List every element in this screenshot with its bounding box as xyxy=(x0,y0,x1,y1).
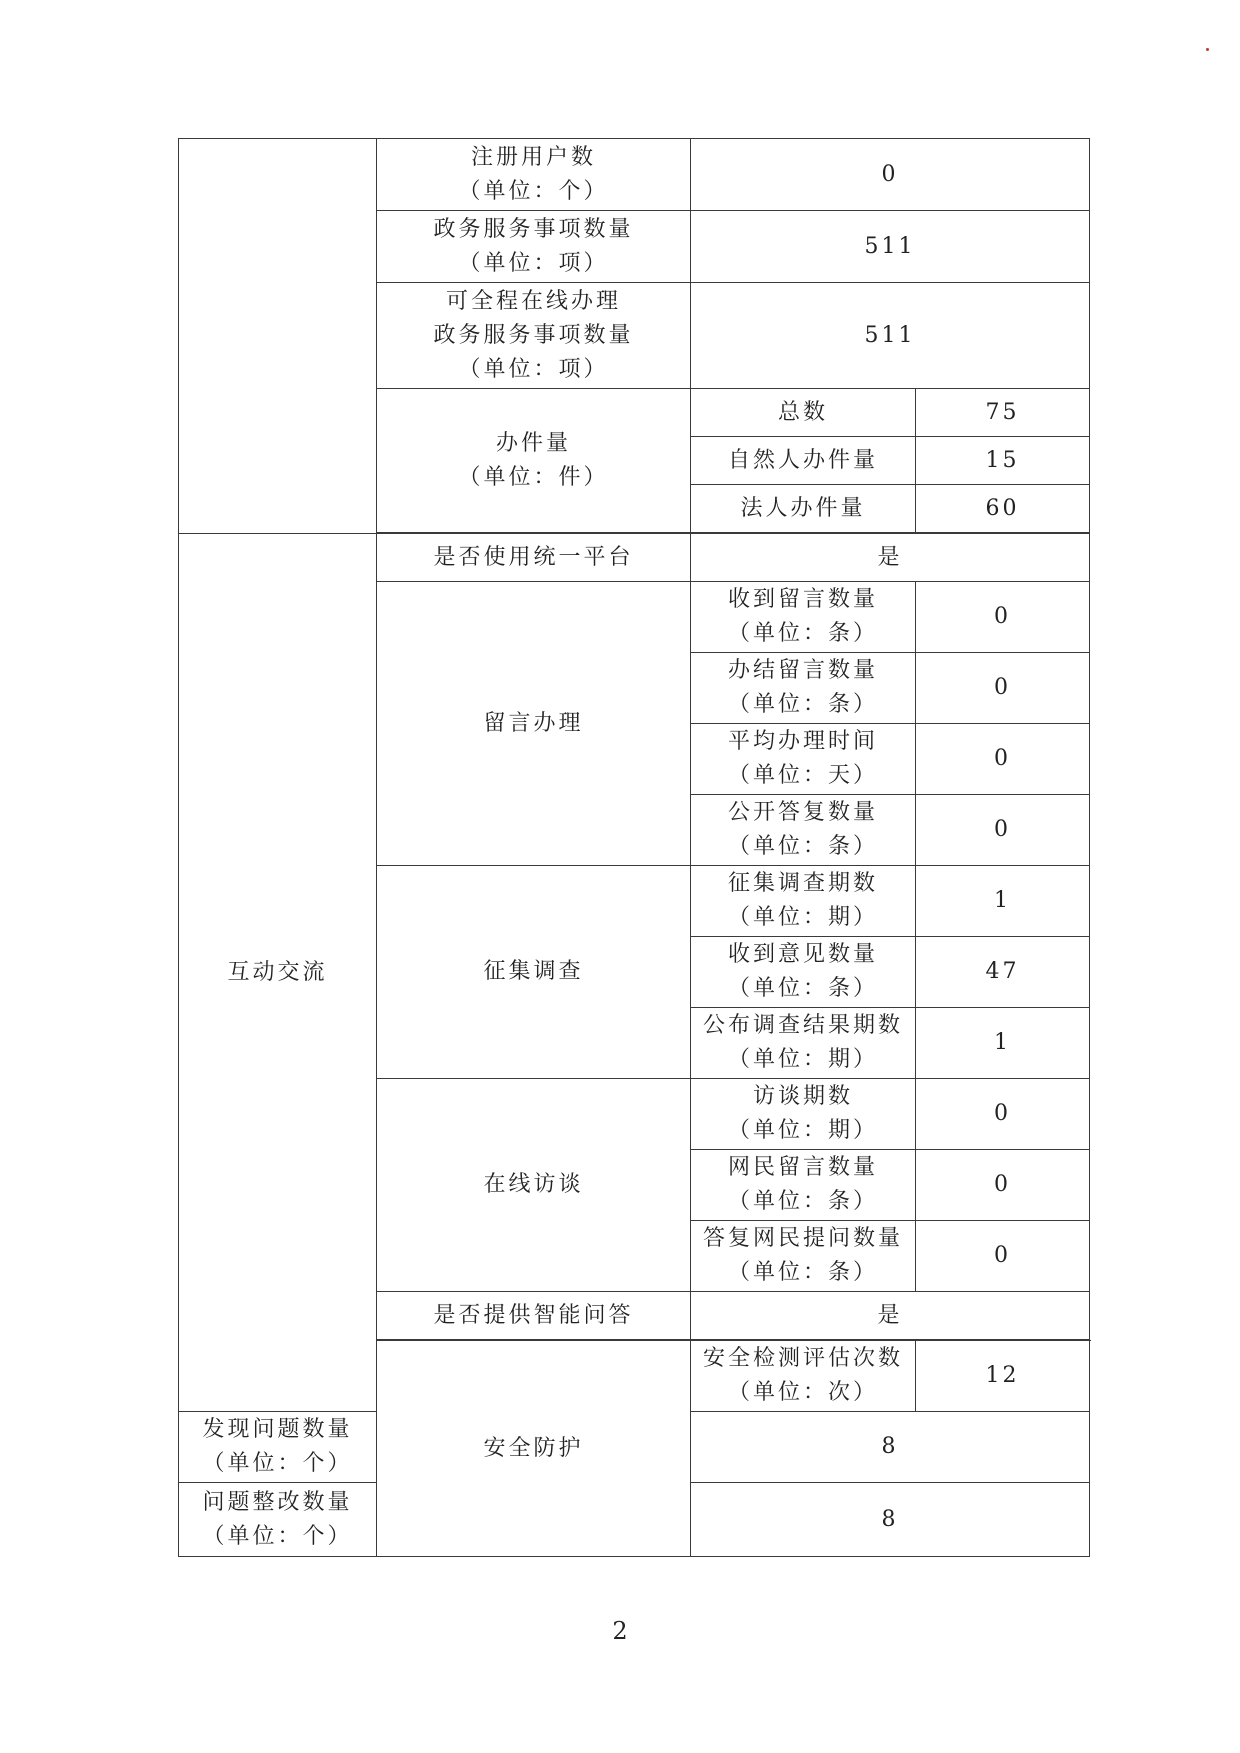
label-text: 办件量 xyxy=(495,430,571,456)
unit-text: （单位：条） xyxy=(727,1260,878,1285)
table-row xyxy=(179,534,1090,582)
label-text: 注册用户数 xyxy=(470,144,596,170)
cases-label xyxy=(377,389,691,533)
row-value: 8 xyxy=(691,1483,1090,1557)
label-text: 答复网民提问数量 xyxy=(702,1226,903,1251)
unit-text: （单位：天） xyxy=(727,763,878,788)
row-value: 12 xyxy=(916,1341,1090,1412)
unit-text: （单位：期） xyxy=(727,905,878,930)
sub-label: 法人办件量 xyxy=(691,485,916,533)
row-label: 是否提供智能问答 xyxy=(377,1292,691,1340)
unit-text: （单位：项） xyxy=(458,356,609,382)
sub-value: 15 xyxy=(916,437,1090,485)
statistics-table xyxy=(178,138,1090,1557)
label-text: 政务服务事项数量 xyxy=(433,322,634,348)
row-value: 是 xyxy=(691,534,1090,582)
row-label xyxy=(377,211,691,283)
sub-label xyxy=(691,724,916,795)
sub-value: 75 xyxy=(916,389,1090,437)
unit-text: （单位：条） xyxy=(727,621,878,646)
sub-label: 总数 xyxy=(691,389,916,437)
sub-label xyxy=(691,795,916,866)
ink-speck xyxy=(1206,48,1209,51)
sub-label xyxy=(691,1221,916,1292)
sub-value: 0 xyxy=(916,724,1090,795)
sub-value: 1 xyxy=(916,1008,1090,1079)
label-text: 可全程在线办理 xyxy=(445,288,621,314)
row-label xyxy=(179,1483,377,1557)
sub-value: 60 xyxy=(916,485,1090,533)
group-messages-label: 留言办理 xyxy=(377,582,691,866)
sub-label xyxy=(691,653,916,724)
unit-text: （单位：条） xyxy=(727,834,878,859)
unit-text: （单位：期） xyxy=(727,1118,878,1143)
unit-text: （单位：次） xyxy=(727,1380,878,1405)
label-text: 政务服务事项数量 xyxy=(433,216,634,242)
sub-value: 0 xyxy=(916,1221,1090,1292)
sub-value: 1 xyxy=(916,866,1090,937)
sub-label xyxy=(691,582,916,653)
row-value: 511 xyxy=(691,211,1090,283)
label-text: 访谈期数 xyxy=(752,1084,853,1109)
unit-text: （单位：个） xyxy=(202,1451,353,1476)
sub-value: 0 xyxy=(916,1150,1090,1221)
row-value: 511 xyxy=(691,283,1090,389)
row-value: 是 xyxy=(691,1292,1090,1340)
label-text: 收到留言数量 xyxy=(727,587,878,612)
label-text: 收到意见数量 xyxy=(727,942,878,967)
label-text: 办结留言数量 xyxy=(727,658,878,683)
sub-label xyxy=(691,866,916,937)
sub-label xyxy=(691,1008,916,1079)
table-row xyxy=(179,139,1090,211)
unit-text: （单位：项） xyxy=(458,250,609,276)
sub-value: 0 xyxy=(916,653,1090,724)
category-cell-blank xyxy=(179,139,377,534)
label-text: 平均办理时间 xyxy=(727,729,878,754)
unit-text: （单位：个） xyxy=(458,178,609,204)
unit-text: （单位：条） xyxy=(727,692,878,717)
group-survey-label: 征集调查 xyxy=(377,866,691,1079)
label-text: 发现问题数量 xyxy=(202,1417,353,1442)
category-security: 安全防护 xyxy=(377,1341,691,1557)
unit-text: （单位：条） xyxy=(727,976,878,1001)
sub-label: 自然人办件量 xyxy=(691,437,916,485)
unit-text: （单位：个） xyxy=(202,1523,353,1549)
label-text: 征集调查期数 xyxy=(727,871,878,896)
label-text: 安全检测评估次数 xyxy=(702,1346,903,1371)
row-value: 0 xyxy=(691,139,1090,211)
row-label xyxy=(691,1341,916,1412)
category-interaction: 互动交流 xyxy=(179,534,377,1412)
sub-value: 0 xyxy=(916,795,1090,866)
row-label: 是否使用统一平台 xyxy=(377,534,691,582)
page-number: 2 xyxy=(612,1617,628,1645)
label-text: 问题整改数量 xyxy=(202,1489,353,1515)
row-label xyxy=(179,1412,377,1483)
sub-label xyxy=(691,1150,916,1221)
sub-label xyxy=(691,1079,916,1150)
sub-value: 47 xyxy=(916,937,1090,1008)
row-label xyxy=(377,139,691,211)
label-text: 公布调查结果期数 xyxy=(702,1013,903,1038)
unit-text: （单位：件） xyxy=(458,464,609,490)
label-text: 网民留言数量 xyxy=(727,1155,878,1180)
label-text: 公开答复数量 xyxy=(727,800,878,825)
row-label xyxy=(377,283,691,389)
row-value: 8 xyxy=(691,1412,1090,1483)
sub-value: 0 xyxy=(916,582,1090,653)
unit-text: （单位：期） xyxy=(727,1047,878,1072)
group-interview-label: 在线访谈 xyxy=(377,1079,691,1292)
unit-text: （单位：条） xyxy=(727,1189,878,1214)
sub-value: 0 xyxy=(916,1079,1090,1150)
sub-label xyxy=(691,937,916,1008)
